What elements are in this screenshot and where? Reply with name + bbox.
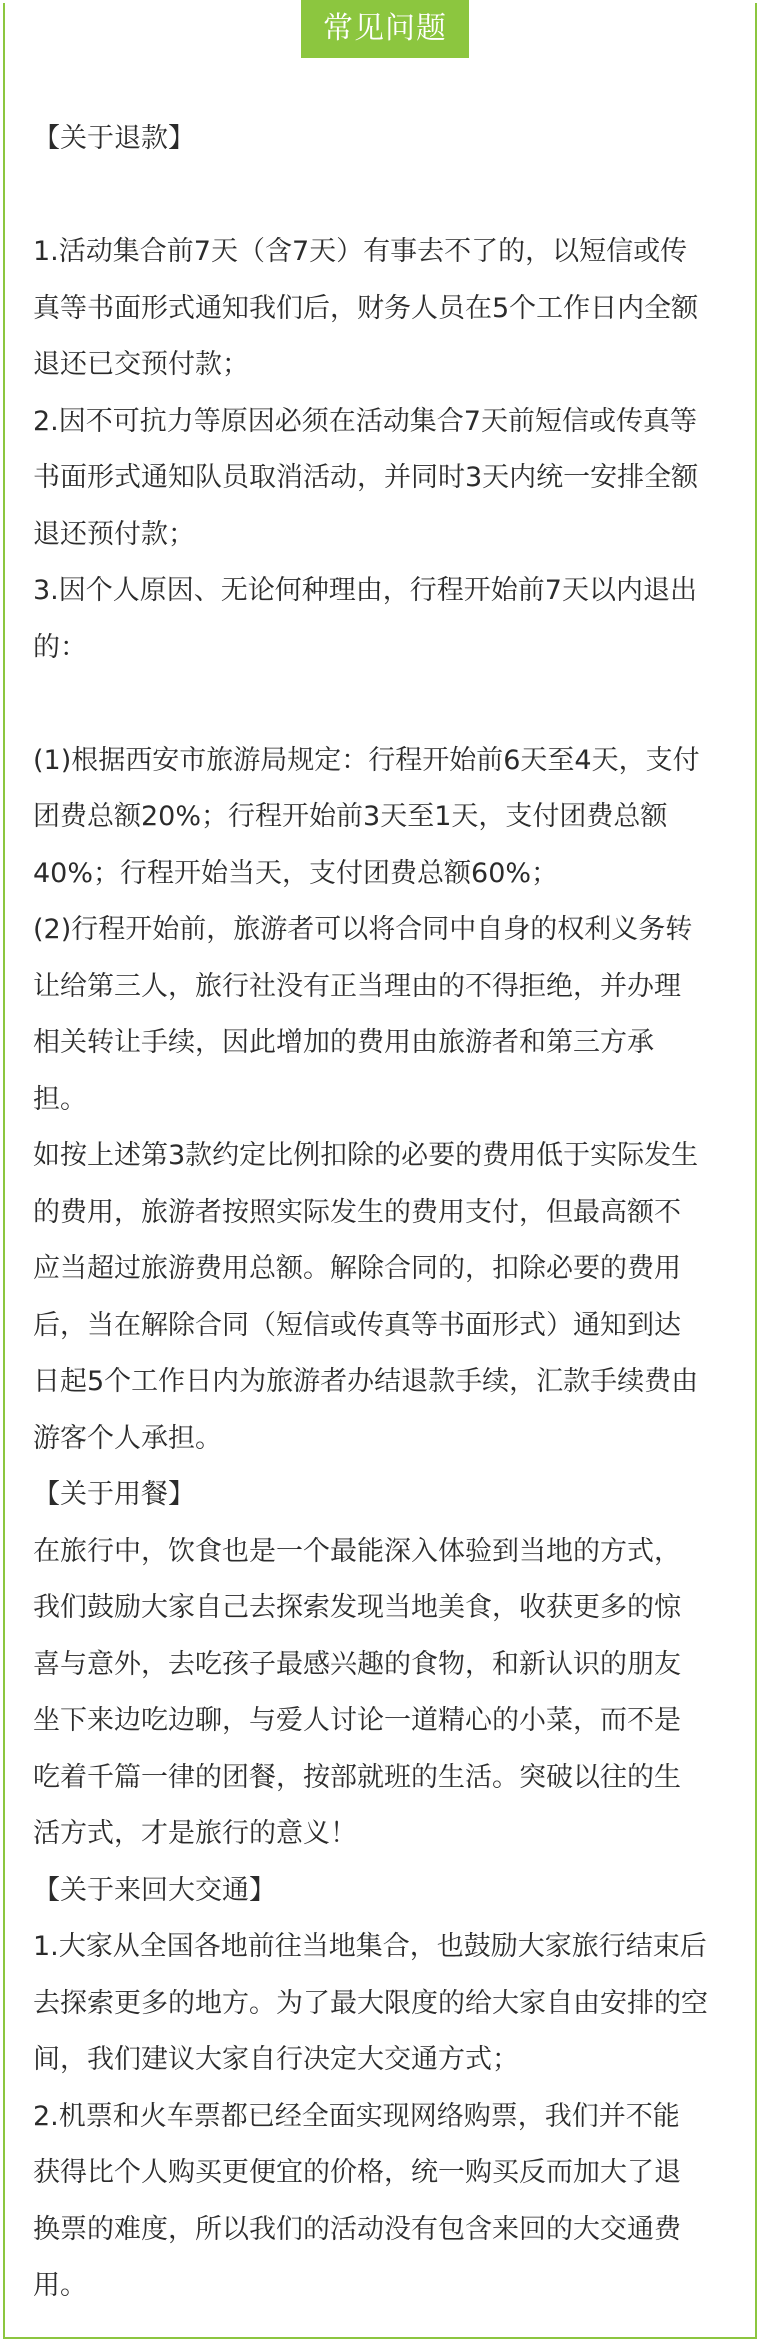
faq-line: 书面形式通知队员取消活动，并同时3天内统一安排全额 (33, 462, 699, 493)
faq-line: 1.活动集合前7天（含7天）有事去不了的，以短信或传 (33, 236, 688, 267)
faq-line: (2)行程开始前，旅游者可以将合同中自身的权利义务转 (33, 914, 693, 945)
faq-line: 的费用，旅游者按照实际发生的费用支付，但最高额不 (33, 1196, 681, 1228)
faq-line: 担。 (33, 1083, 87, 1115)
section-heading-refund: 【关于退款】 (33, 123, 195, 154)
faq-line: 在旅行中，饮食也是一个最能深入体验到当地的方式， (33, 1535, 681, 1567)
faq-line: 真等书面形式通知我们后，财务人员在5个工作日内全额 (33, 292, 699, 324)
faq-line: 40%；行程开始当天，支付团费总额60%； (33, 857, 559, 889)
faq-line: 如按上述第3款约定比例扣除的必要的费用低于实际发生 (33, 1140, 699, 1171)
faq-line: 活方式，才是旅行的意义！ (33, 1818, 357, 1849)
faq-line: 喜与意外，去吃孩子最感兴趣的食物，和新认识的朋友 (33, 1648, 681, 1680)
faq-line: 2.机票和火车票都已经全面实现网络购票，我们并不能 (33, 2100, 680, 2132)
faq-line: 游客个人承担。 (33, 1422, 222, 1454)
faq-line: 换票的难度，所以我们的活动没有包含来回的大交通费 (33, 2213, 681, 2245)
faq-line: 日起5个工作日内为旅游者办结退款手续，汇款手续费由 (33, 1366, 699, 1397)
faq-content (33, 111, 738, 2315)
faq-line (33, 168, 738, 225)
faq-line: 团费总额20%；行程开始前3天至1天，支付团费总额 (33, 801, 668, 832)
faq-line: 坐下来边吃边聊，与爱人讨论一道精心的小菜，而不是 (33, 1705, 681, 1736)
faq-line: (1)根据西安市旅游局规定：行程开始前6天至4天，支付 (33, 744, 700, 776)
section-heading-meals: 【关于用餐】 (33, 1479, 195, 1510)
faq-line: 3.因个人原因、无论何种理由，行程开始前7天以内退出 (33, 575, 697, 606)
faq-line: 我们鼓励大家自己去探索发现当地美食，收获更多的惊 (33, 1592, 681, 1623)
faq-line: 2.因不可抗力等原因必须在活动集合7天前短信或传真等 (33, 405, 697, 437)
faq-line: 的： (33, 631, 87, 663)
faq-line: 用。 (33, 2270, 87, 2301)
faq-line: 让给第三人，旅行社没有正当理由的不得拒绝，并办理 (33, 970, 681, 1002)
faq-line: 间，我们建议大家自行决定大交通方式； (33, 2044, 519, 2075)
faq-line: 应当超过旅游费用总额。解除合同的，扣除必要的费用 (33, 1253, 681, 1284)
faq-panel (3, 3, 757, 2339)
faq-line: 相关转让手续，因此增加的费用由旅游者和第三方承 (33, 1027, 654, 1058)
faq-line: 1.大家从全国各地前往当地集合，也鼓励大家旅行结束后 (33, 1931, 707, 1962)
faq-line: 退还预付款； (33, 518, 195, 550)
faq-line: 获得比个人购买更便宜的价格，统一购买反而加大了退 (33, 2157, 681, 2188)
faq-line: 后，当在解除合同（短信或传真等书面形式）通知到达 (33, 1309, 681, 1341)
faq-line: 退还已交预付款； (33, 349, 249, 380)
section-heading-transport: 【关于来回大交通】 (33, 1874, 276, 1906)
faq-title: 常见问题 (301, 0, 469, 58)
faq-line: 去探索更多的地方。为了最大限度的给大家自由安排的空 (33, 1987, 708, 2019)
faq-line (33, 676, 738, 733)
faq-line: 吃着千篇一律的团餐，按部就班的生活。突破以往的生 (33, 1761, 681, 1793)
